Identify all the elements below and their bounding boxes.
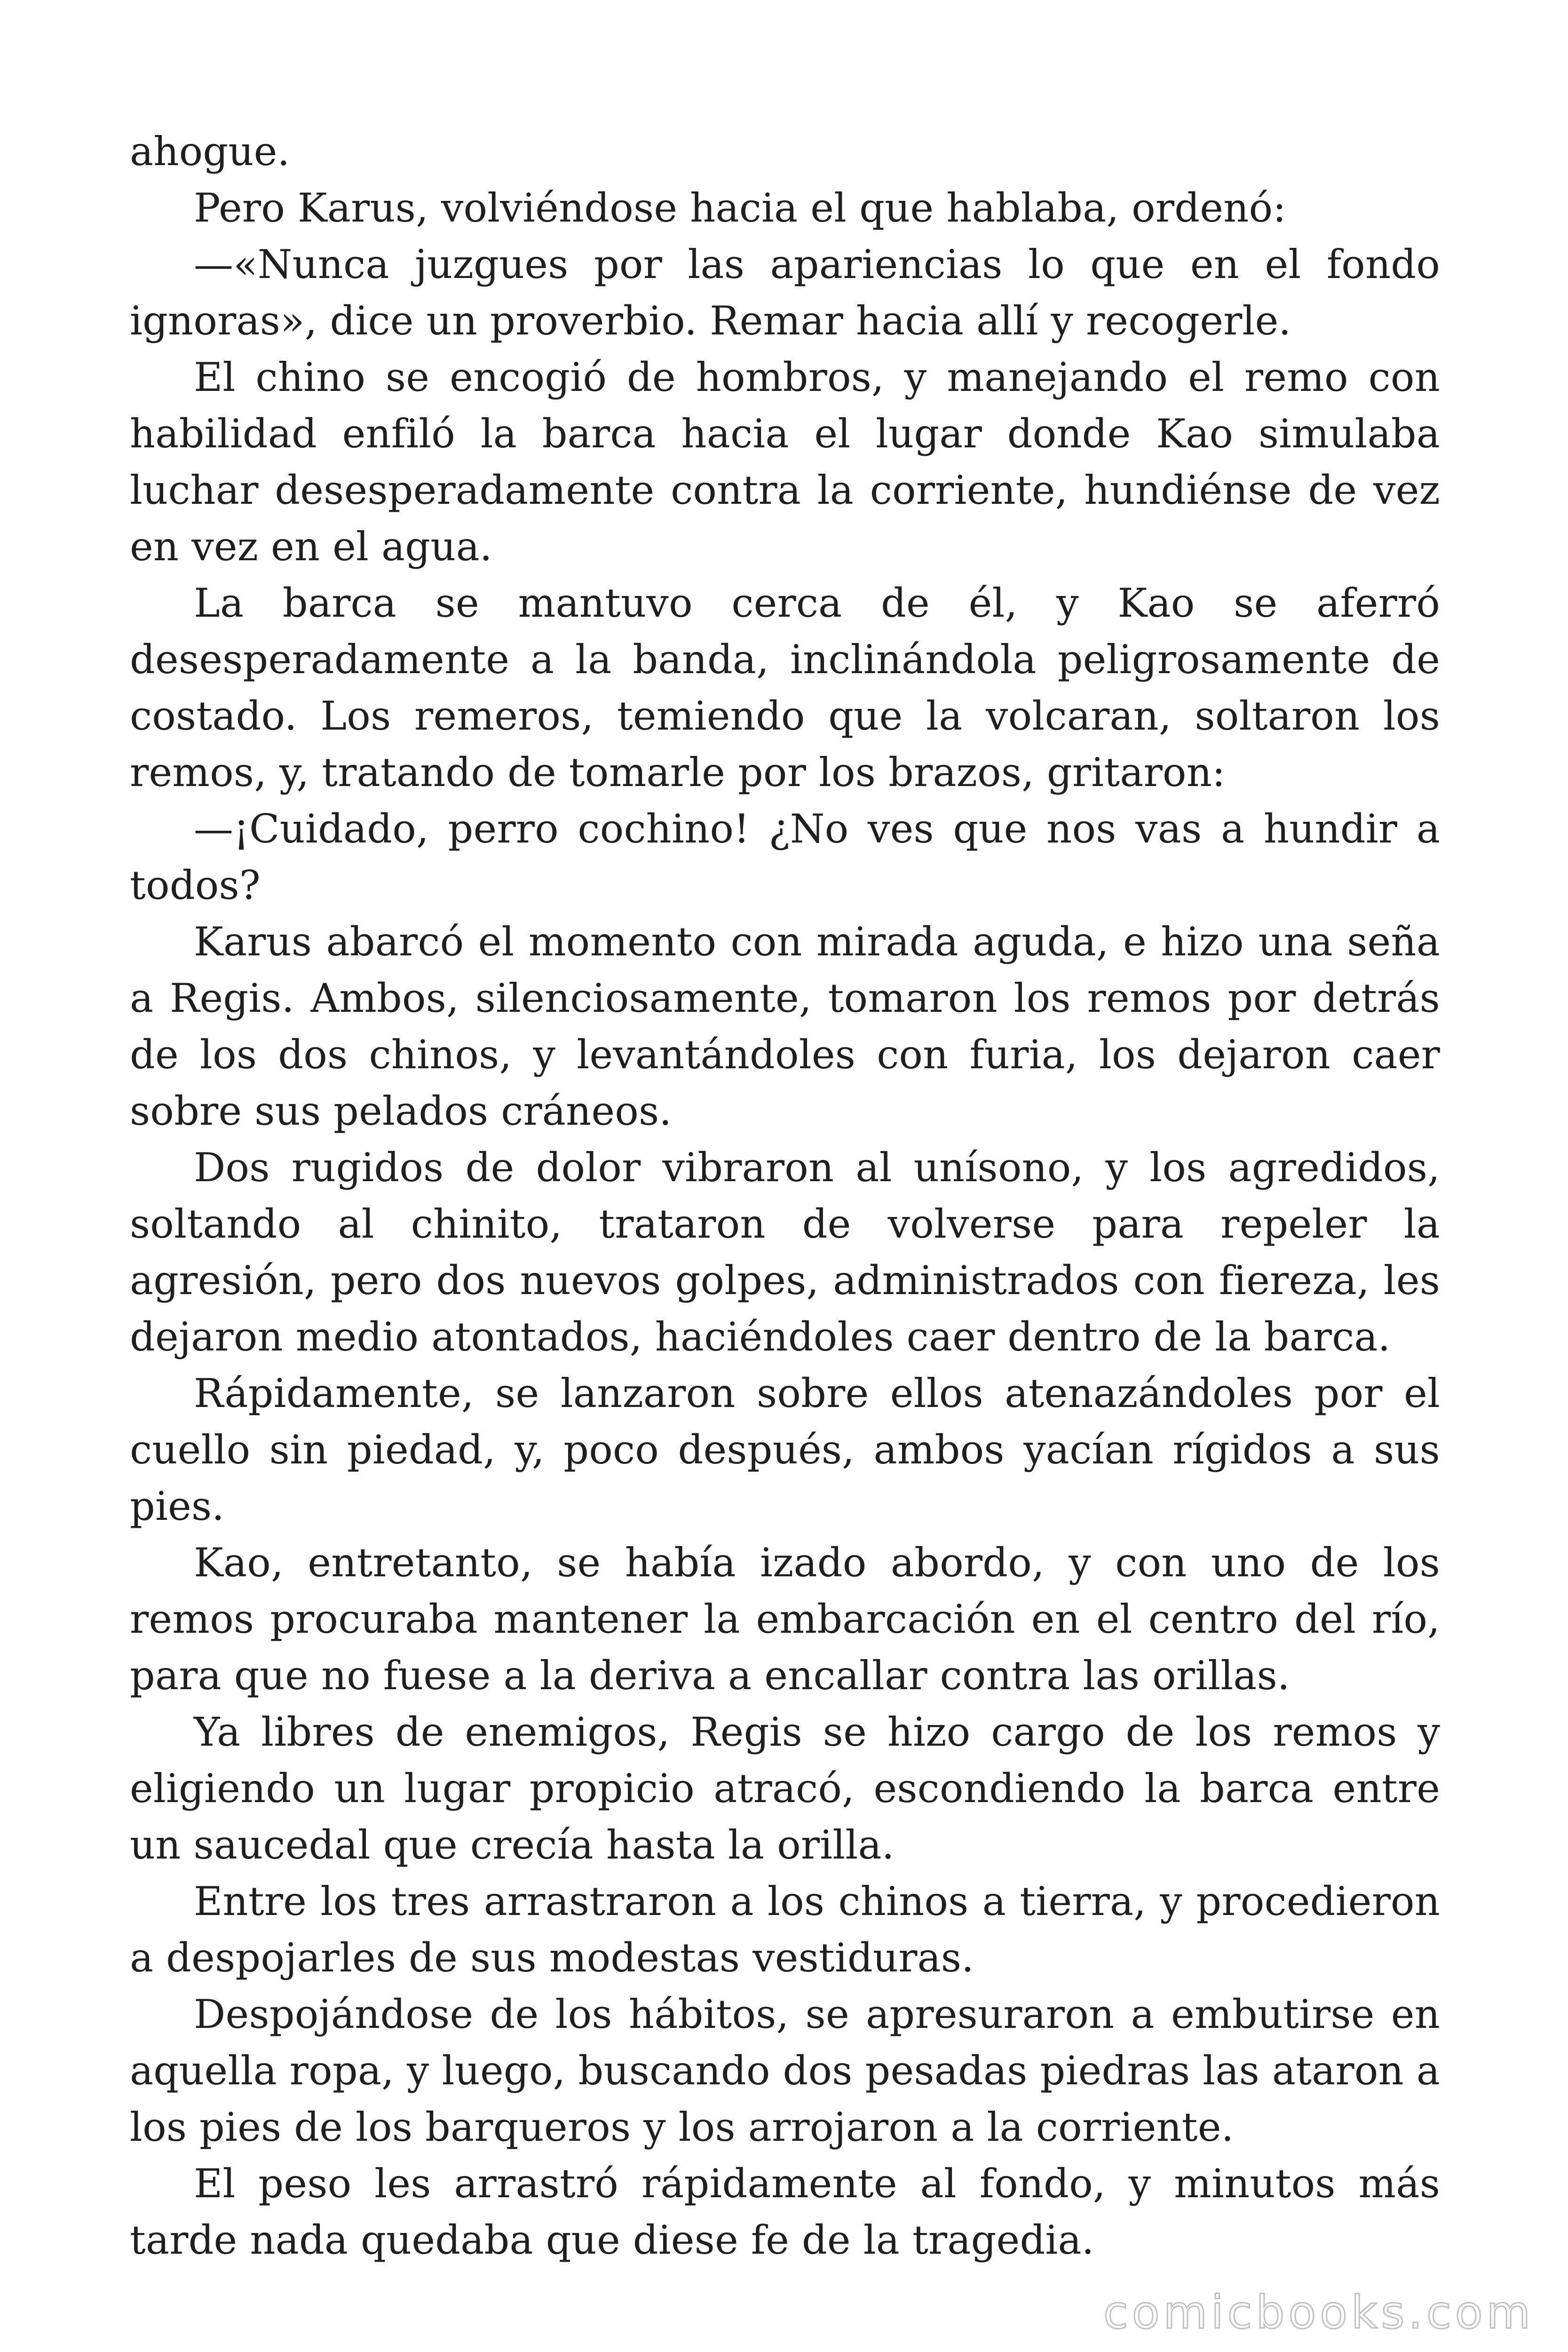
paragraph: ahogue. [130, 128, 290, 175]
paragraph: Ya libres de enemigos, Regis se hizo cargo de los remos y eligiendo un lugar propicio atracó, escondiendo la barca entre un saucedal que crecía hasta la orilla. [130, 1709, 1440, 1868]
page-text [130, 123, 1440, 2268]
watermark: comicbooks.com [1103, 2286, 1534, 2339]
paragraph: Karus abarcó el momento con mirada aguda, e hizo una seña a Regis. Ambos, silenciosamente, tomaron los remos por detrás de los dos chinos, y levantándoles con furia, los dejaron caer sobre sus pelados cráneos. [130, 919, 1440, 1134]
paragraph: Kao, entretanto, se había izado abordo, y con uno de los remos procuraba mantener la embarcación en el centro del río, para que no fuese a la deriva a encallar contra las orillas. [130, 1540, 1440, 1699]
paragraph: El peso les arrastró rápidamente al fondo, y minutos más tarde nada quedaba que diese fe de la tragedia. [130, 2161, 1440, 2263]
paragraph: —«Nunca juzgues por las apariencias lo que en el fondo ignoras», dice un proverbio. Remar hacia allí y recogerle. [130, 241, 1440, 344]
paragraph: El chino se encogió de hombros, y manejando el remo con habilidad enfiló la barca hacia el lugar donde Kao simulaba luchar desesperadamente contra la corriente, hundiénse de vez en vez en el agua. [130, 354, 1440, 570]
paragraph: Rápidamente, se lanzaron sobre ellos atenazándoles por el cuello sin piedad, y, poco después, ambos yacían rígidos a sus pies. [130, 1370, 1440, 1529]
paragraph: La barca se mantuvo cerca de él, y Kao se aferró desesperadamente a la banda, inclinándola peligrosamente de costado. Los remeros, temiendo que la volcaran, soltaron los remos, y, tratando de tomarle por los brazos, gritaron: [130, 580, 1440, 795]
paragraph: Pero Karus, volviéndose hacia el que hablaba, ordenó: [194, 185, 1286, 231]
paragraph: Dos rugidos de dolor vibraron al unísono, y los agredidos, soltando al chinito, trataron de volverse para repeler la agresión, pero dos nuevos golpes, administrados con fiereza, les dejaron medio atontados, haciéndoles caer dentro de la barca. [130, 1144, 1440, 1360]
paragraph: Entre los tres arrastraron a los chinos a tierra, y procedieron a despojarles de sus modestas vestiduras. [130, 1878, 1440, 1981]
paragraph: —¡Cuidado, perro cochino! ¿No ves que nos vas a hundir a todos? [130, 806, 1440, 908]
paragraph: Despojándose de los hábitos, se apresuraron a embutirse en aquella ropa, y luego, buscando dos pesadas piedras las ataron a los pies de los barqueros y los arrojaron a la corriente. [130, 1991, 1440, 2150]
